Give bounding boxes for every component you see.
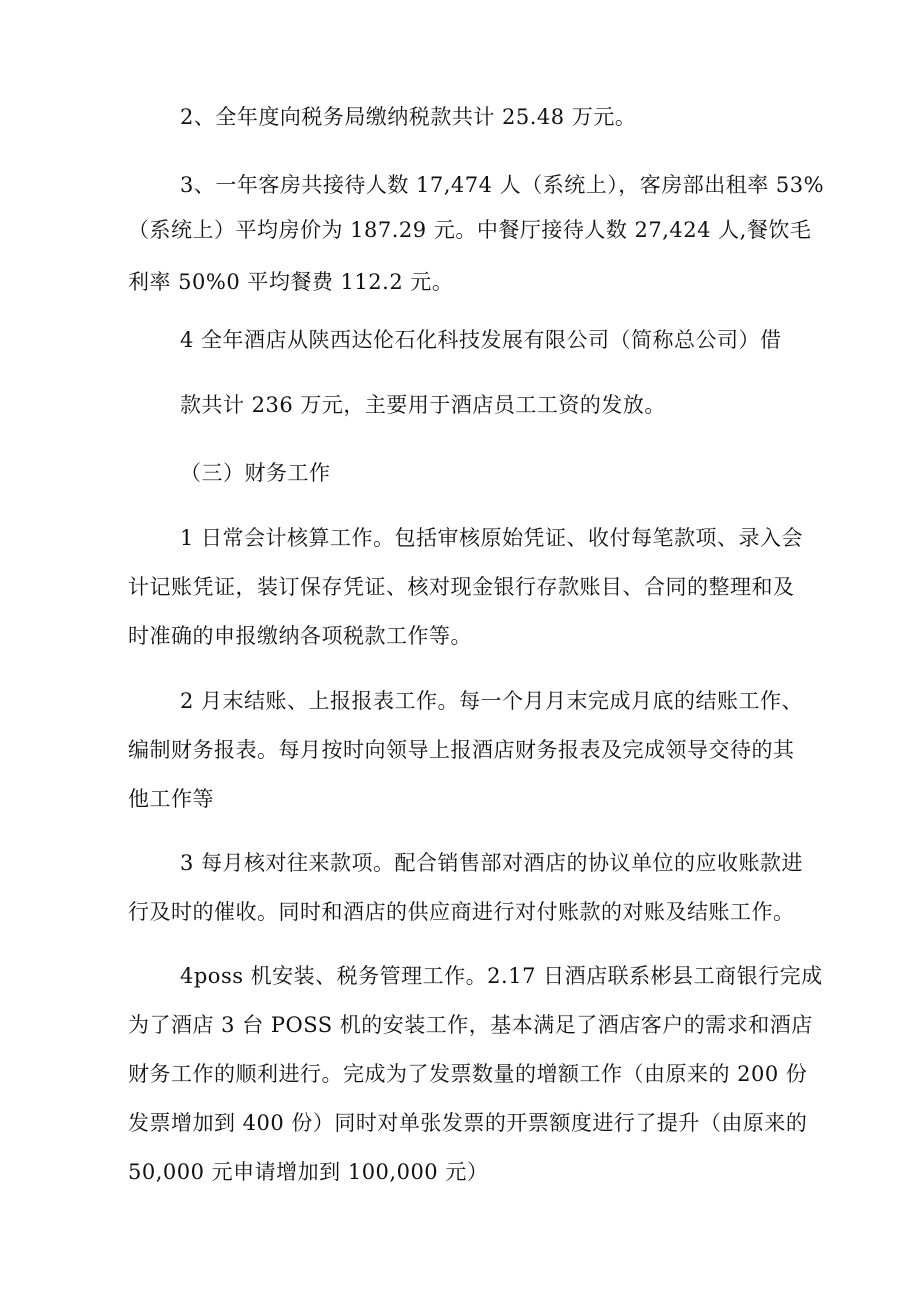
paragraph-line: 4 全年酒店从陕西达伦石化科技发展有限公司（简称总公司）借 [180, 328, 782, 352]
paragraph-line: 他工作等 [128, 787, 214, 811]
paragraph-line: 编制财务报表。每月按时向领导上报酒店财务报表及完成领导交待的其 [128, 738, 795, 762]
paragraph-line: 50,000 元申请增加到 100,000 元） [128, 1160, 489, 1184]
paragraph-line: 3 每月核对往来款项。配合销售部对酒店的协议单位的应收账款进 [180, 851, 804, 875]
paragraph-line: 2、全年度向税务局缴纳税款共计 25.48 万元。 [180, 105, 637, 129]
paragraph-line: 2 月末结账、上报报表工作。每一个月月末完成月底的结账工作、 [180, 689, 804, 713]
paragraph-line: （系统上）平均房价为 187.29 元。中餐厅接待人数 27,424 人,餐饮毛 [128, 218, 812, 242]
paragraph-line: 1 日常会计核算工作。包括审核原始凭证、收付每笔款项、录入会 [180, 526, 804, 550]
paragraph-line: 4poss 机安装、税务管理工作。2.17 日酒店联系彬县工商银行完成 [180, 964, 823, 988]
paragraph-line: 发票增加到 400 份）同时对单张发票的开票额度进行了提升（由原来的 [128, 1111, 808, 1135]
paragraph-line: 时准确的申报缴纳各项税款工作等。 [128, 624, 472, 648]
paragraph-line: 财务工作的顺利进行。完成为了发票数量的增额工作（由原来的 200 份 [128, 1062, 808, 1086]
section-heading: （三）财务工作 [180, 461, 331, 485]
paragraph-line: 为了酒店 3 台 POSS 机的安装工作，基本满足了酒店客户的需求和酒店 [128, 1013, 813, 1037]
paragraph-line: 计记账凭证，装订保存凭证、核对现金银行存款账目、合同的整理和及 [128, 575, 795, 599]
paragraph-line: 3、一年客房共接待人数 17,474 人（系统上），客房部出租率 53% [180, 173, 825, 197]
paragraph-line: 行及时的催收。同时和酒店的供应商进行对付账款的对账及结账工作。 [128, 900, 795, 924]
paragraph-line: 款共计 236 万元，主要用于酒店员工工资的发放。 [180, 393, 666, 417]
paragraph-line: 利率 50%0 平均餐费 112.2 元。 [128, 270, 454, 294]
